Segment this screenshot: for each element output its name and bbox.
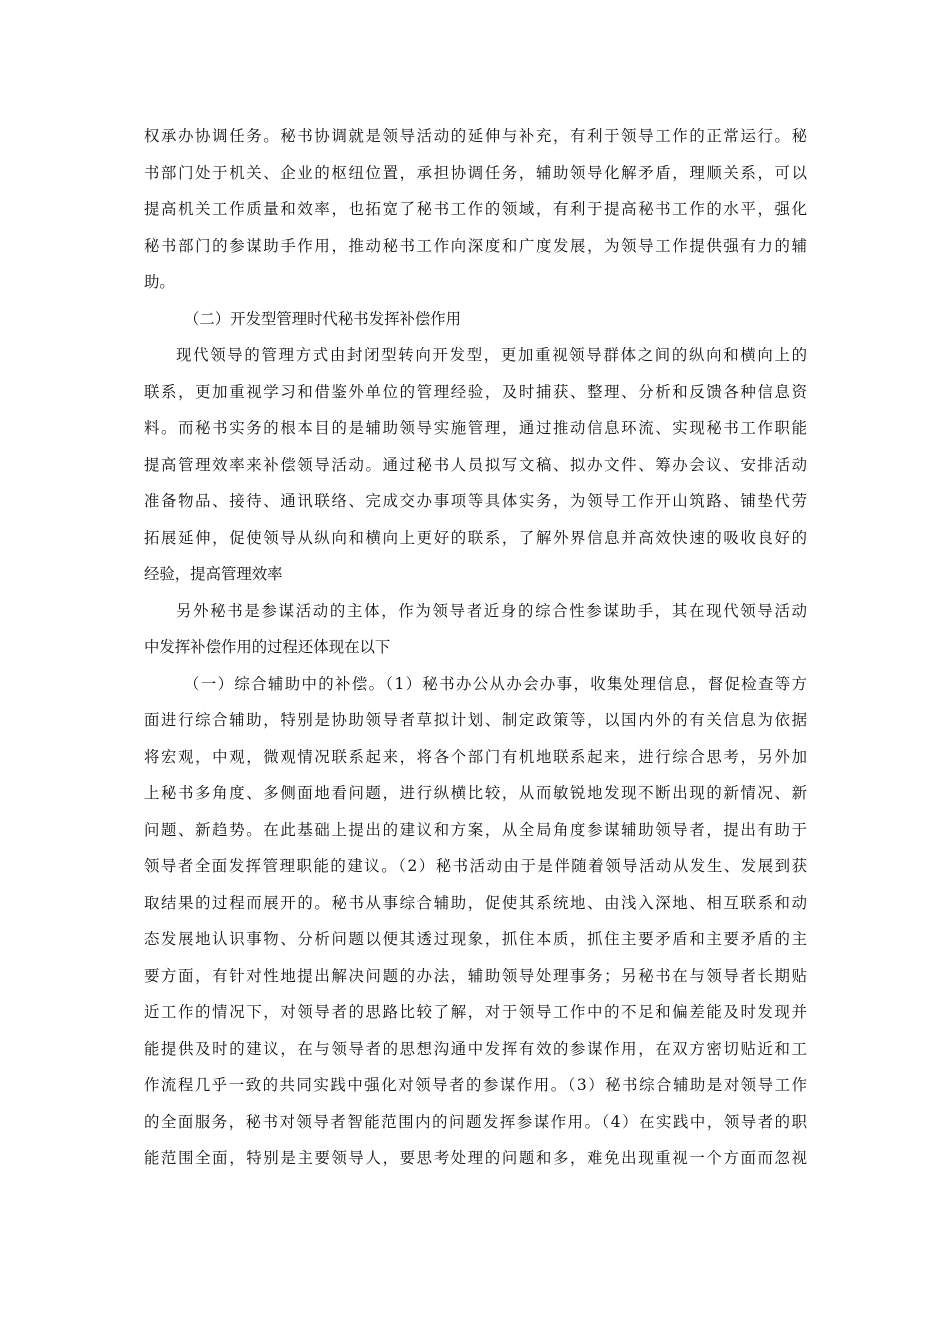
text-line: 提高机关工作质量和效率，也拓宽了秘书工作的领域，有利于提高秘书工作的水平，强化 (144, 200, 807, 218)
text-line: 能提供及时的建议，在与领导者的思想沟通中发挥有效的参谋作用，在双方密切贴近和工 (144, 1039, 807, 1058)
text-line: 拓展延伸，促使领导从纵向和横向上更好的联系，了解外界信息并高效快速的吸收良好的 (144, 528, 807, 547)
text-line: 助。 (144, 273, 175, 291)
text-line: 近工作的情况下，对领导者的思路比较了解，对于领导工作中的不足和偏差能及时发现并 (144, 1003, 807, 1021)
text-line: 现代领导的管理方式由封闭型转向开发型，更加重视领导群体之间的纵向和横向上的 (176, 346, 807, 364)
text-line: 准备物品、接待、通讯联络、完成交办事项等具体实务，为领导工作开山筑路、铺垫代劳 (144, 492, 807, 510)
paragraph (144, 118, 807, 301)
section-heading: （二）开发型管理时代秘书发挥补偿作用 (184, 309, 462, 328)
text-line: 的全面服务，秘书对领导者智能范围内的问题发挥参谋作用。（4）在实践中，领导者的职 (144, 1112, 807, 1131)
text-line: 问题、新趋势。在此基础上提出的建议和方案，从全局角度参谋辅助领导者，提出有助于 (144, 820, 807, 839)
text-line: 领导者全面发挥管理职能的建议。（2）秘书活动由于是伴随着领导活动从发生、发展到获 (144, 857, 807, 875)
text-line: 要方面，有针对性地提出解决问题的办法，辅助领导处理事务；另秘书在与领导者长期贴 (144, 966, 807, 985)
text-line: 能范围全面，特别是主要领导人，要思考处理的问题和多，难免出现重视一个方面而忽视 (144, 1149, 807, 1167)
paragraph (144, 337, 807, 593)
text-line: 取结果的过程而展开的。秘书从事综合辅助，促使其系统地、由浅入深地、相互联系和动 (144, 893, 807, 912)
document-body (144, 118, 807, 1177)
text-line: 提高管理效率来补偿领导活动。通过秘书人员拟写文稿、拟办文件、筹办会议、安排活动 (144, 455, 807, 474)
text-line: 秘书部门的参谋助手作用，推动秘书工作向深度和广度发展，为领导工作提供强有力的辅 (144, 236, 807, 255)
text-line: 中发挥补偿作用的过程还体现在以下 (144, 638, 391, 656)
text-line: 联系，更加重视学习和借鉴外单位的管理经验，及时捕获、整理、分析和反馈各种信息资 (144, 382, 807, 401)
text-line: （一）综合辅助中的补偿。（1）秘书办公从办会办事，收集处理信息，督促检查等方 (184, 674, 807, 693)
text-line: 将宏观，中观，微观情况联系起来，将各个部门有机地联系起来，进行综合思考，另外加 (144, 747, 807, 766)
text-line: 另外秘书是参谋活动的主体，作为领导者近身的综合性参谋助手，其在现代领导活动 (176, 601, 807, 620)
text-line: 书部门处于机关、企业的枢纽位置，承担协调任务，辅助领导化解矛盾，理顺关系，可以 (144, 163, 807, 182)
text-line: 上秘书多角度、多侧面地看问题，进行纵横比较，从而敏锐地发现不断出现的新情况、新 (144, 784, 807, 802)
text-line: 料。而秘书实务的根本目的是辅助领导实施管理，通过推动信息环流、实现秘书工作职能 (144, 419, 807, 437)
text-line: 作流程几乎一致的共同实践中强化对领导者的参谋作用。（3）秘书综合辅助是对领导工作 (144, 1076, 807, 1094)
paragraph (144, 666, 807, 1177)
text-line: 面进行综合辅助，特别是协助领导者草拟计划、制定政策等，以国内外的有关信息为依据 (144, 711, 807, 729)
text-line: 经验，提高管理效率 (144, 565, 283, 583)
text-line: 权承办协调任务。秘书协调就是领导活动的延伸与补充，有利于领导工作的正常运行。秘 (144, 127, 807, 145)
paragraph (144, 593, 807, 666)
text-line: 态发展地认识事物、分析问题以便其透过现象，抓住本质，抓住主要矛盾和主要矛盾的主 (144, 930, 807, 948)
